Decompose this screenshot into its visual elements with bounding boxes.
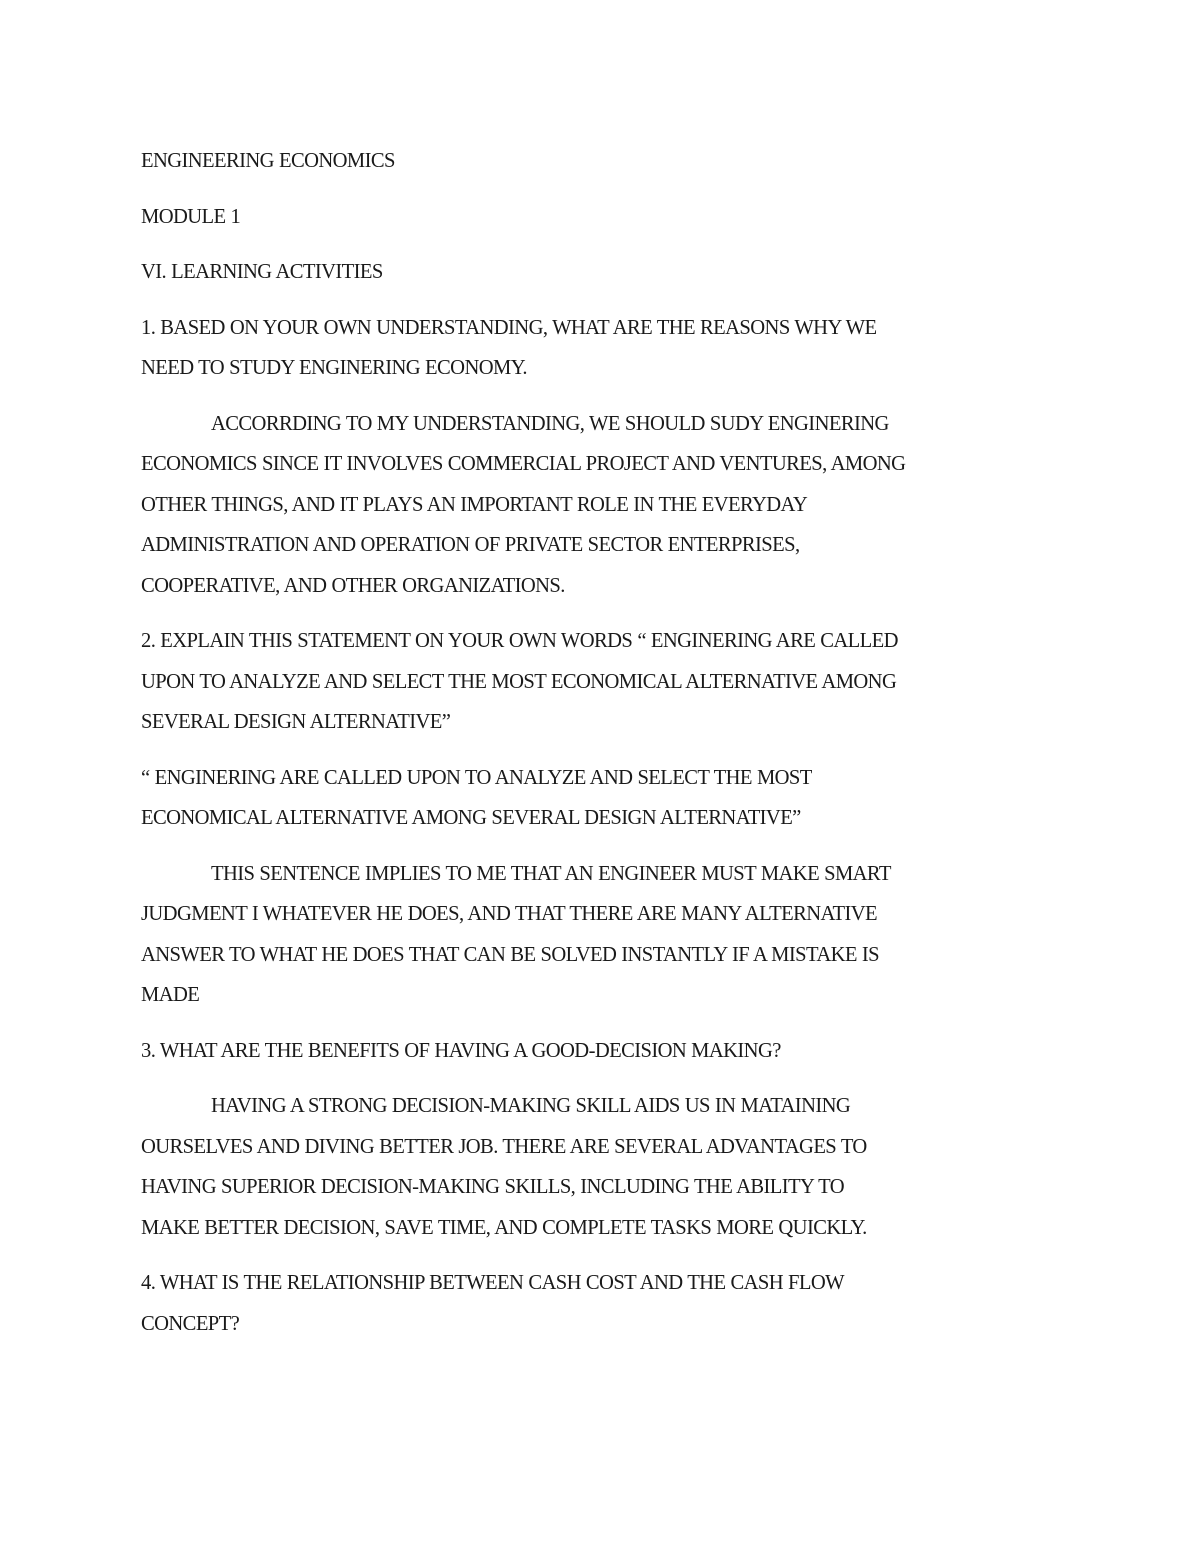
paragraph-line: COOPERATIVE, AND OTHER ORGANIZATIONS. [141, 574, 565, 597]
paragraph-list [141, 308, 1081, 1345]
paragraph-line: 3. WHAT ARE THE BENEFITS OF HAVING A GOOD-DECISION MAKING? [141, 1039, 781, 1062]
paragraph-line: JUDGMENT I WHATEVER HE DOES, AND THAT THERE ARE MANY ALTERNATIVE [141, 903, 878, 925]
document-title-text: ENGINEERING ECONOMICS [141, 150, 395, 172]
paragraph-line: CONCEPT? [141, 1312, 240, 1335]
section-heading [141, 252, 1081, 293]
paragraph-line: ECONOMICAL ALTERNATIVE AMONG SEVERAL DESIGN ALTERNATIVE” [141, 807, 801, 829]
paragraph-line: UPON TO ANALYZE AND SELECT THE MOST ECONOMICAL ALTERNATIVE AMONG [141, 670, 897, 693]
paragraph-line: OURSELVES AND DIVING BETTER JOB. THERE ARE SEVERAL ADVANTAGES TO [141, 1135, 867, 1158]
question-paragraph [141, 1263, 1081, 1344]
paragraph-line: ADMINISTRATION AND OPERATION OF PRIVATE SECTOR ENTERPRISES, [141, 534, 800, 556]
paragraph-line: MAKE BETTER DECISION, SAVE TIME, AND COMPLETE TASKS MORE QUICKLY. [141, 1216, 867, 1239]
paragraph-line: 2. EXPLAIN THIS STATEMENT ON YOUR OWN WORDS “ ENGINERING ARE CALLED [141, 630, 898, 652]
paragraph-line: 4. WHAT IS THE RELATIONSHIP BETWEEN CASH COST AND THE CASH FLOW [141, 1272, 844, 1294]
paragraph-line: HAVING SUPERIOR DECISION-MAKING SKILLS, INCLUDING THE ABILITY TO [141, 1176, 845, 1198]
document-title [141, 141, 1081, 182]
question-paragraph [141, 621, 1081, 743]
paragraph-line: NEED TO STUDY ENGINERING ECONOMY. [141, 357, 527, 379]
paragraph-line: ECONOMICS SINCE IT INVOLVES COMMERCIAL PROJECT AND VENTURES, AMONG [141, 453, 906, 475]
document-body [141, 141, 1081, 1359]
question-paragraph [141, 758, 1081, 839]
answer-paragraph [141, 404, 1081, 607]
answer-paragraph [141, 1086, 1081, 1248]
question-paragraph [141, 308, 1081, 389]
paragraph-line: THIS SENTENCE IMPLIES TO ME THAT AN ENGINEER MUST MAKE SMART [211, 862, 891, 885]
question-paragraph [141, 1031, 1081, 1072]
paragraph-line: OTHER THINGS, AND IT PLAYS AN IMPORTANT ROLE IN THE EVERYDAY [141, 493, 808, 516]
paragraph-line: ANSWER TO WHAT HE DOES THAT CAN BE SOLVED INSTANTLY IF A MISTAKE IS [141, 943, 880, 966]
module-heading [141, 197, 1081, 238]
module-heading-text: MODULE 1 [141, 205, 241, 228]
paragraph-line: 1. BASED ON YOUR OWN UNDERSTANDING, WHAT ARE THE REASONS WHY WE [141, 316, 877, 339]
paragraph-line: MADE [141, 984, 200, 1006]
section-heading-text: VI. LEARNING ACTIVITIES [141, 261, 383, 283]
paragraph-line: ACCORRDING TO MY UNDERSTANDING, WE SHOULD SUDY ENGINERING [211, 412, 889, 435]
paragraph-line: “ ENGINERING ARE CALLED UPON TO ANALYZE AND SELECT THE MOST [141, 766, 812, 789]
paragraph-line: HAVING A STRONG DECISION-MAKING SKILL AIDS US IN MATAINING [211, 1095, 851, 1117]
answer-paragraph [141, 854, 1081, 1016]
paragraph-line: SEVERAL DESIGN ALTERNATIVE” [141, 711, 451, 733]
